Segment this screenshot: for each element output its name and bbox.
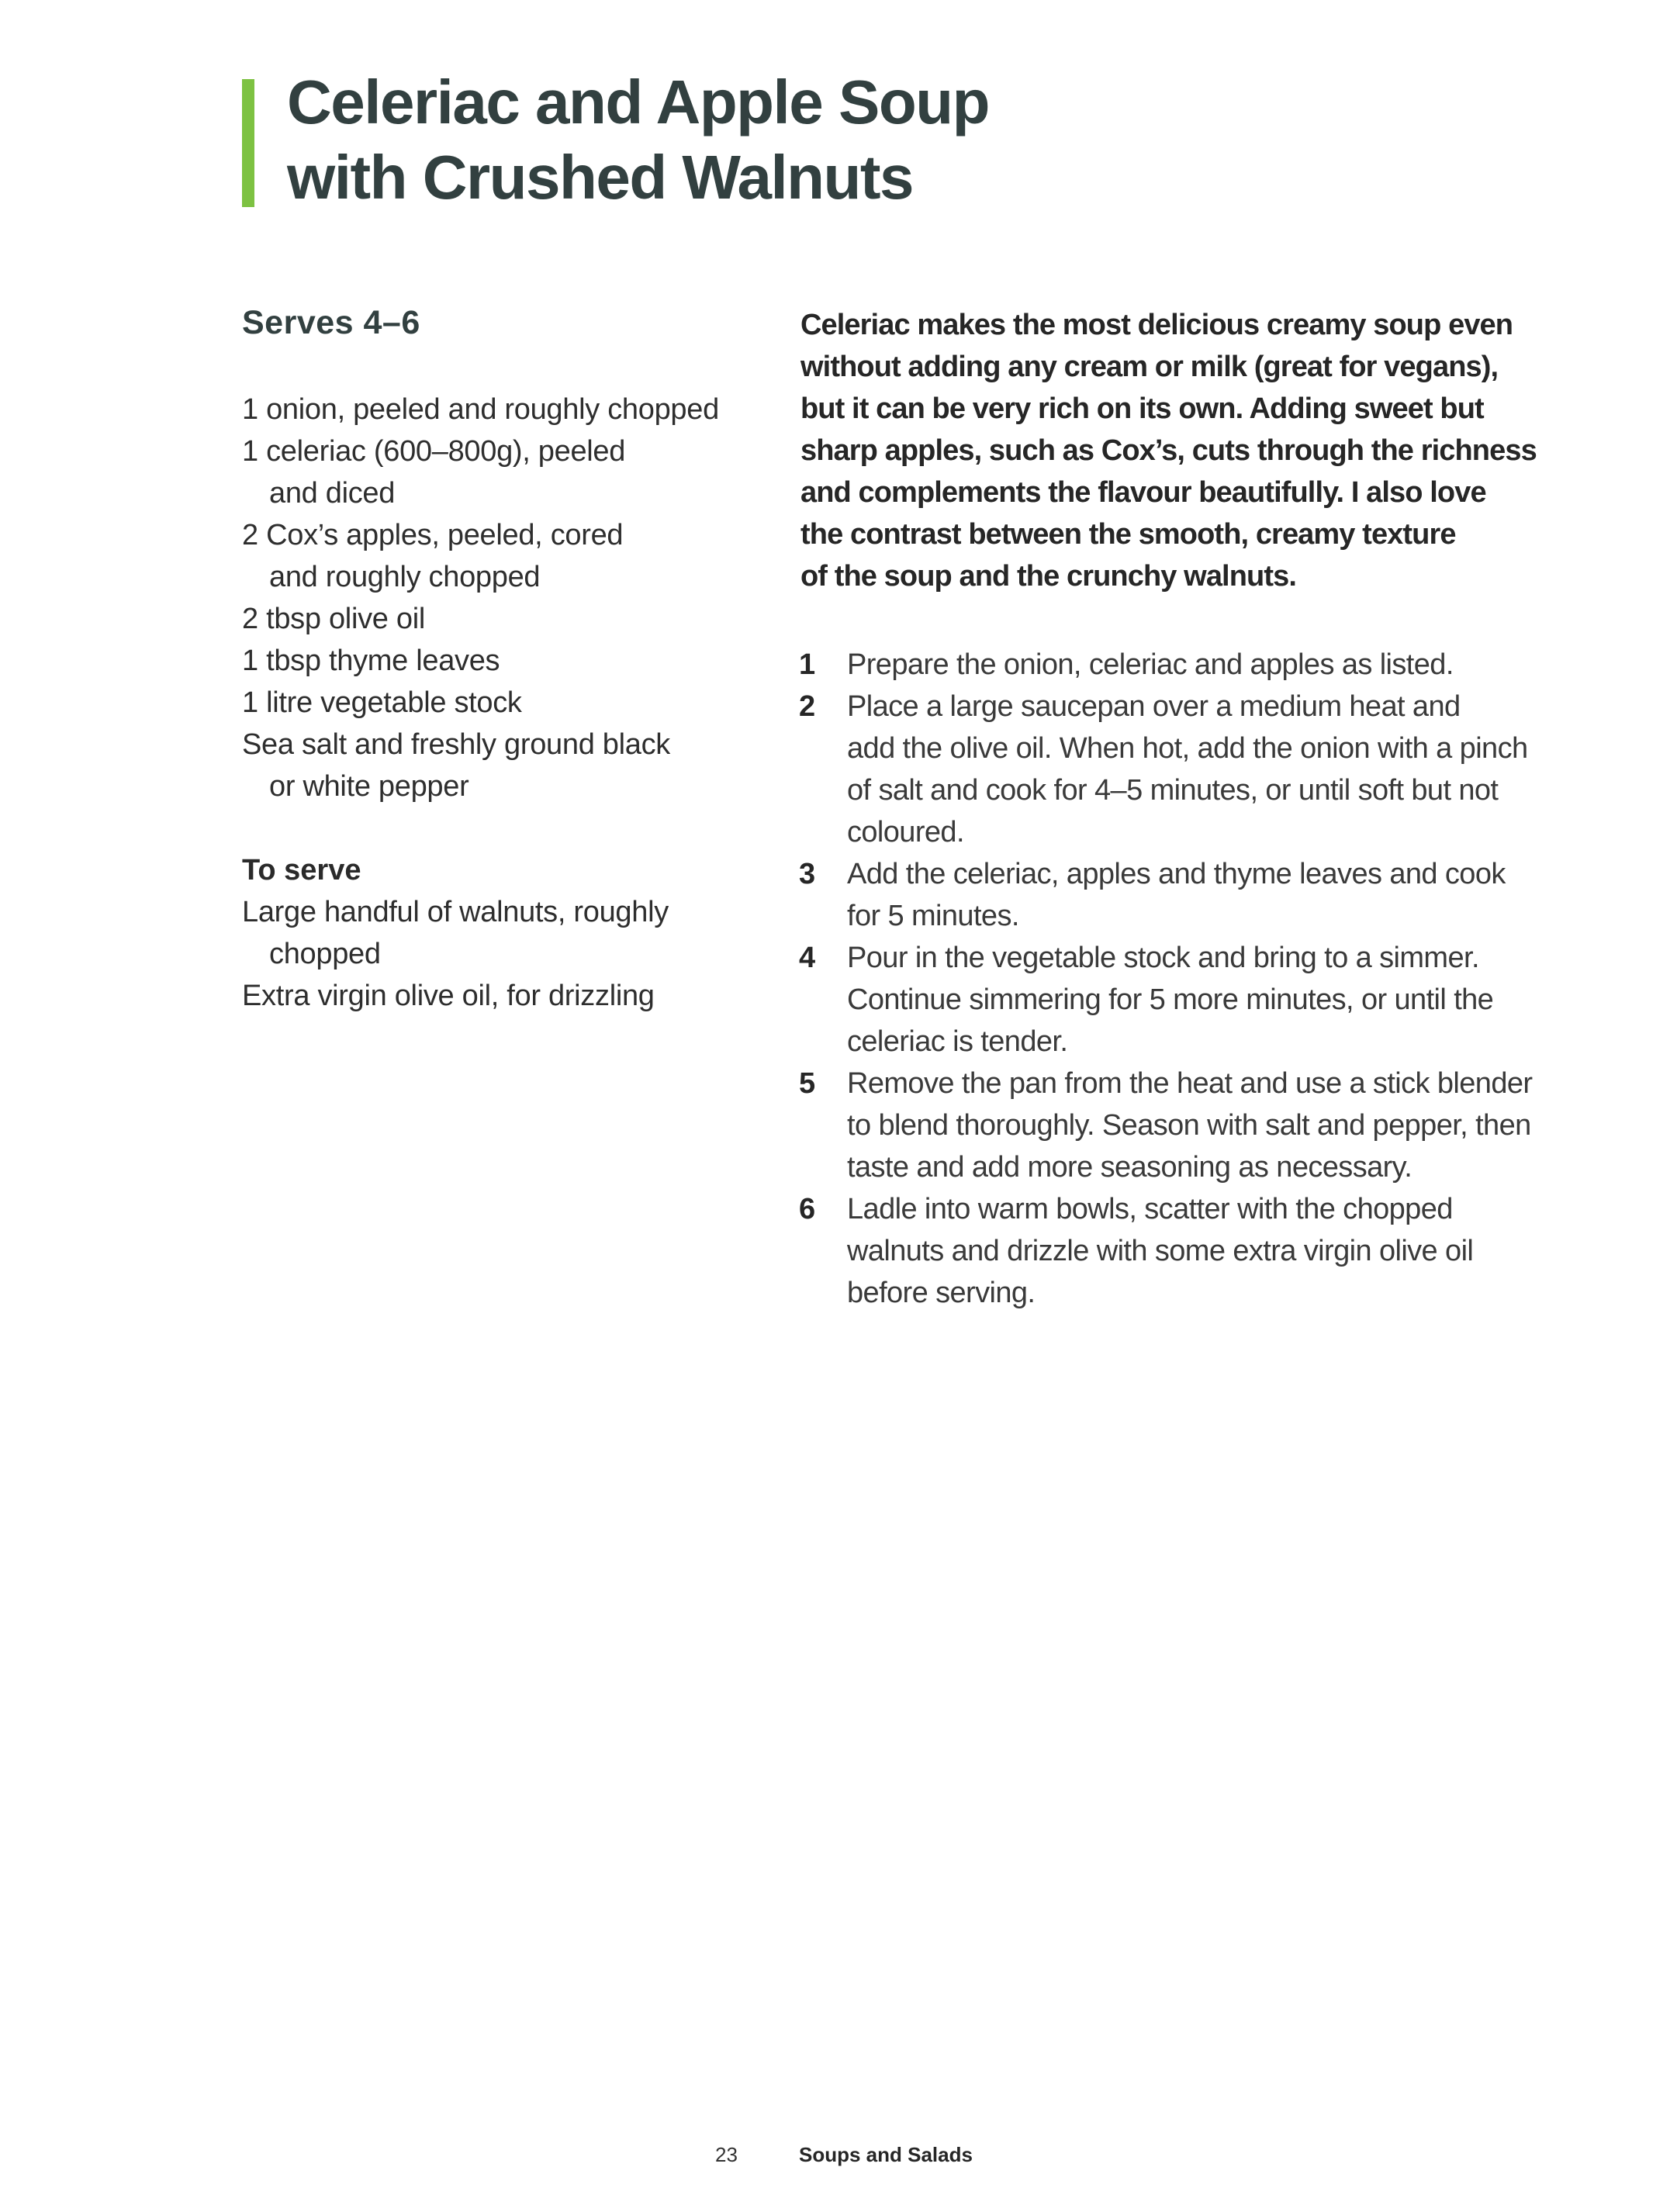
step-text-line: walnuts and drizzle with some extra virgin olive oil: [847, 1235, 1474, 1267]
method-step-1: [799, 644, 1606, 686]
step-text-line: Continue simmering for 5 more minutes, or until the: [847, 983, 1494, 1016]
recipe-title: [287, 64, 989, 215]
step-number: 3: [799, 858, 816, 890]
method-step-6: [799, 1188, 1606, 1314]
intro-line: without adding any cream or milk (great for vegans),: [800, 351, 1499, 383]
step-text-line: Place a large saucepan over a medium heat and: [847, 690, 1461, 723]
step-text-line: to blend thoroughly. Season with salt and pepper, then: [847, 1109, 1531, 1142]
method-step-4: [799, 937, 1606, 1063]
to-serve-line: Extra virgin olive oil, for drizzling: [242, 980, 655, 1012]
step-number: 5: [799, 1067, 816, 1100]
title-accent-bar: [242, 79, 254, 207]
to-serve-heading: To serve: [242, 854, 361, 887]
intro-line: the contrast between the smooth, creamy texture: [800, 518, 1456, 551]
ingredient-line: 1 litre vegetable stock: [242, 686, 522, 719]
intro-line: and complements the flavour beautifully. I also love: [800, 476, 1486, 509]
recipe-title-line-2: with Crushed Walnuts: [287, 143, 914, 212]
ingredients-list: [242, 389, 769, 1017]
step-text-line: before serving.: [847, 1277, 1036, 1309]
ingredient-line: 1 tbsp thyme leaves: [242, 645, 500, 677]
method-step-3: [799, 853, 1606, 937]
step-text-line: for 5 minutes.: [847, 900, 1019, 932]
ingredient-line-continued: or white pepper: [269, 770, 469, 803]
step-number: 2: [799, 690, 816, 723]
step-number: 1: [799, 648, 816, 681]
step-text-line: celeriac is tender.: [847, 1025, 1068, 1058]
intro-line: but it can be very rich on its own. Adding sweet but: [800, 392, 1484, 425]
ingredient-line-continued: and roughly chopped: [269, 561, 541, 593]
step-text-line: Add the celeriac, apples and thyme leaves and cook: [847, 858, 1506, 890]
ingredient-line: 1 celeriac (600–800g), peeled: [242, 435, 626, 468]
step-number: 4: [799, 942, 816, 974]
intro-line: of the soup and the crunchy walnuts.: [800, 560, 1296, 593]
method-step-5: [799, 1063, 1606, 1188]
step-text-line: add the olive oil. When hot, add the onion with a pinch: [847, 732, 1528, 765]
method-steps: [799, 644, 1606, 1314]
ingredient-line: Sea salt and freshly ground black: [242, 728, 670, 761]
step-text-line: Ladle into warm bowls, scatter with the chopped: [847, 1193, 1453, 1225]
spacer: [242, 807, 769, 849]
step-text-line: Remove the pan from the heat and use a stick blender: [847, 1067, 1533, 1100]
to-serve-line-continued: chopped: [269, 938, 381, 970]
step-text-line: coloured.: [847, 816, 964, 849]
intro-line: Celeriac makes the most delicious creamy soup even: [800, 309, 1513, 341]
page-number: 23: [715, 2143, 738, 2166]
serves-heading: Serves 4–6: [242, 304, 420, 341]
ingredient-line-continued: and diced: [269, 477, 396, 510]
method-step-2: [799, 686, 1606, 853]
section-name: Soups and Salads: [799, 2143, 973, 2166]
step-text-line: Pour in the vegetable stock and bring to a simmer.: [847, 942, 1479, 974]
step-number: 6: [799, 1193, 816, 1225]
intro-line: sharp apples, such as Cox’s, cuts through the richness: [800, 434, 1537, 467]
step-text-line: of salt and cook for 4–5 minutes, or until soft but not: [847, 774, 1499, 807]
ingredient-line: 2 Cox’s apples, peeled, cored: [242, 519, 624, 551]
ingredient-line: 2 tbsp olive oil: [242, 603, 426, 635]
recipe-intro: [800, 304, 1592, 597]
ingredient-line: 1 onion, peeled and roughly chopped: [242, 393, 719, 426]
recipe-title-line-1: Celeriac and Apple Soup: [287, 67, 989, 137]
step-text-line: taste and add more seasoning as necessary.: [847, 1151, 1412, 1184]
to-serve-line: Large handful of walnuts, roughly: [242, 896, 669, 928]
step-text-line: Prepare the onion, celeriac and apples as listed.: [847, 648, 1454, 681]
